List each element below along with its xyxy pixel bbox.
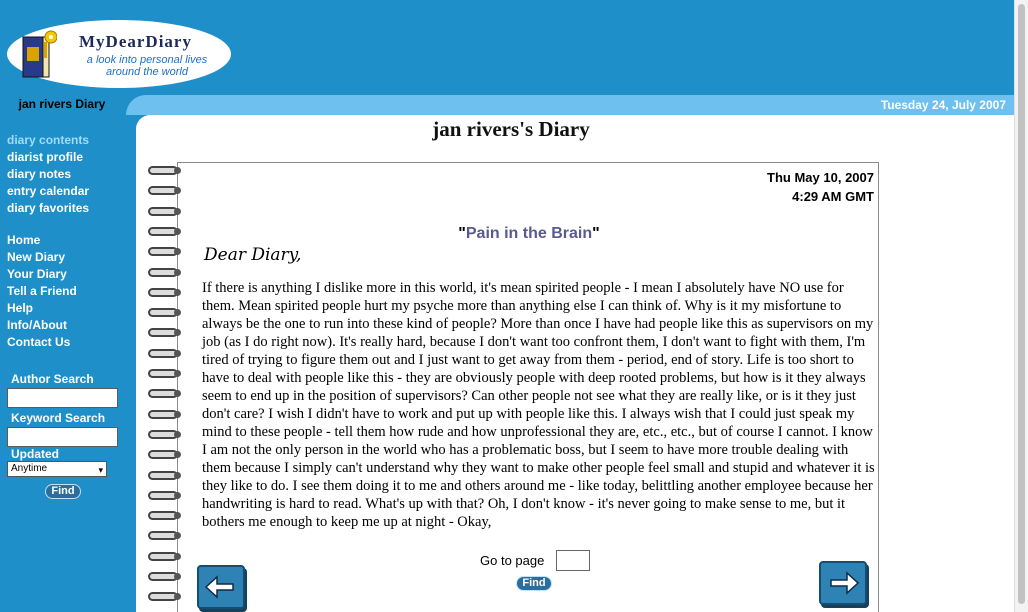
spiral-ring <box>146 388 184 399</box>
author-search-label: Author Search <box>11 372 94 386</box>
book-key-logo-icon <box>17 27 57 83</box>
spiral-ring <box>146 165 184 176</box>
site-nav <box>7 232 77 351</box>
spiral-ring <box>146 206 184 217</box>
entry-title: "Pain in the Brain" <box>458 225 600 242</box>
nav-help[interactable]: Help <box>7 301 34 315</box>
entry-datetime <box>767 168 874 206</box>
logo-tagline: a look into personal lives around the world <box>86 54 208 78</box>
nav-info-about[interactable]: Info/About <box>7 318 67 332</box>
entry-title-text: Pain in the Brain <box>465 225 593 242</box>
sidebar-find-button[interactable]: Find <box>45 484 81 499</box>
spiral-ring <box>146 510 184 521</box>
spiral-ring <box>146 551 184 562</box>
nav-entry-calendar[interactable]: entry calendar <box>7 184 90 198</box>
nav-diary-favorites[interactable]: diary favorites <box>7 201 90 215</box>
spiral-ring <box>146 226 184 237</box>
previous-entry-button[interactable] <box>197 565 245 609</box>
logo-title: MyDearDiary <box>79 32 192 51</box>
spiral-binding <box>146 165 186 612</box>
diary-owner-label: jan rivers Diary <box>18 97 106 111</box>
spiral-ring <box>146 368 184 379</box>
goto-page-label: Go to page <box>480 553 545 568</box>
current-date: Tuesday 24, July 2007 <box>880 98 1006 112</box>
goto-find-button[interactable]: Find <box>516 576 552 591</box>
nav-new-diary[interactable]: New Diary <box>7 250 66 264</box>
spiral-ring <box>146 530 184 541</box>
scrollbar-thumb[interactable] <box>1018 4 1025 604</box>
page-title: jan rivers's Diary <box>432 117 590 141</box>
updated-select-value: Anytime <box>11 463 48 474</box>
spiral-ring <box>146 470 184 481</box>
updated-label: Updated <box>11 447 59 461</box>
spiral-ring <box>146 287 184 298</box>
author-search-input[interactable] <box>7 388 118 408</box>
keyword-search-input[interactable] <box>7 427 118 447</box>
nav-diary-notes[interactable]: diary notes <box>7 167 72 181</box>
scrollbar[interactable] <box>1014 0 1028 612</box>
spiral-ring <box>146 571 184 582</box>
spiral-ring <box>146 267 184 278</box>
diary-page <box>177 162 879 612</box>
spiral-ring <box>146 185 184 196</box>
diary-nav <box>7 132 89 217</box>
arrow-left-icon <box>199 567 243 607</box>
nav-your-diary[interactable]: Your Diary <box>7 267 67 281</box>
spiral-ring <box>146 591 184 602</box>
keyword-search-label: Keyword Search <box>11 411 106 425</box>
next-entry-button[interactable] <box>819 561 867 605</box>
spiral-ring <box>146 449 184 460</box>
updated-select[interactable] <box>7 461 107 477</box>
goto-page-input[interactable] <box>556 550 590 571</box>
date-banner <box>126 95 1014 115</box>
arrow-right-icon <box>821 563 865 603</box>
spiral-ring <box>146 429 184 440</box>
site-logo[interactable] <box>7 20 231 88</box>
nav-home[interactable]: Home <box>7 233 41 247</box>
nav-tell-a-friend[interactable]: Tell a Friend <box>7 284 77 298</box>
entry-date: Thu May 10, 2007 <box>767 170 874 185</box>
nav-diarist-profile[interactable]: diarist profile <box>7 150 84 164</box>
spiral-ring <box>146 246 184 257</box>
spiral-ring <box>146 490 184 501</box>
entry-time: 4:29 AM GMT <box>792 189 874 204</box>
spiral-ring <box>146 409 184 420</box>
spiral-ring <box>146 327 184 338</box>
chevron-down-icon: ▾ <box>98 465 103 475</box>
spiral-ring <box>146 348 184 359</box>
salutation: Dear Diary, <box>204 245 302 265</box>
nav-diary-contents[interactable]: diary contents <box>7 133 90 147</box>
entry-body: If there is anything I dislike more in this world, it's mean spirited people - I mean I absolutely have NO use for them. Mean spirited people hurt my psyche more than anything else I can think of. Why is it my misfortune to always be the one to run into these kind of people? More than once I have had people like this as supervisors on my job (as I do right now). It's really hard, because I don't want too confront them, I don't want to fight with them, I'm tired of trying to figure them out and I just want to get away from them - period, end of story. Life is too short to have to deal with people like this - they are obviously people with deep rooted problems, but how is it they always seem to end up in the position of supervisors? Can other people not see what they are really like, or is it they just don't care? I wish I didn't have to work and put up with people like this. I always wish that I could just speak my mind to these people - tell them how rude and how unprofessional they are, etc., etc., but of course I cannot. I know I am not the only person in the world who has a problematic boss, but I seem to have more trouble dealing with them because I simply can't understand why they want to make other people feel small and stupid and whatever it is they like to do. I see them doing it to me and others around me - like today, belittling another employee because her handwriting is hard to read. What's up with that? Oh, I don't know - it's never going to make sense to me, but it bothers me enough to keep me up at night - Okay, <box>202 280 875 530</box>
nav-contact-us[interactable]: Contact Us <box>7 335 71 349</box>
spiral-ring <box>146 307 184 318</box>
